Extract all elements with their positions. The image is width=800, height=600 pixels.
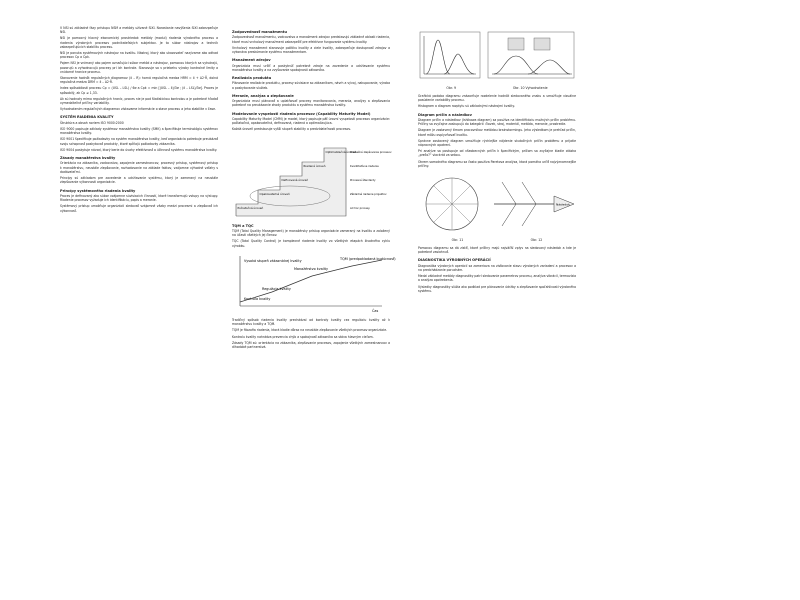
fish-head-label: Následok [556, 202, 570, 207]
paragraph: Systémový prístup umožňuje organizácii sledovať vzájomné väzby medzi procesmi a zlepšovať ich výkonnosť. [60, 204, 218, 213]
paragraph: TQM (Total Quality Management) je manažérsky prístup organizácie zameraný na kvalitu a založený na účasti všetkých jej členov. [232, 229, 390, 238]
chart-label-top-left: Vysoká stupeň zákazníckej kvality [244, 258, 302, 263]
paragraph: ISO 9000 popisuje základy systémov manažérstva kvality (SMK) a špecifikuje terminológiu systémov manažérstva kvality. [60, 127, 218, 136]
subheading: Manažment zdrojov [232, 58, 271, 63]
figure-caption: Obr. 9 [446, 86, 457, 90]
quality-evolution-chart [232, 252, 396, 314]
paragraph: Organizácia musí plánovať a uplatňovať procesy monitorovania, merania, analýzy a zlepšovania potrebné na preukázanie zhody produktu a systému manažérstva kvality. [232, 99, 390, 108]
maturity-side-label: Procesné štandardy [350, 178, 376, 182]
column-1 [60, 26, 218, 215]
section-heading: Diagram príčin a následkov [418, 112, 472, 117]
paragraph: Tradičný spôsob riadenia kvality prechádzal od kontroly kvality cez reguláciu kvality až k manažérstvu kvality a TQM. [232, 317, 390, 327]
figure-caption: Obr. 12 [530, 238, 543, 243]
maturity-level-label: Opakovateľná úroveň [259, 191, 290, 196]
section-heading: DIAGNOSTIKA VÝROBNÝCH OPERÁCIÍ [418, 258, 491, 263]
paragraph: Diagram príčin a následkov (Ishikawa diagram) sa používa na identifikáciu možných príčin problému. Príčiny sa zvyčajne zoskupujú do kategórií: človek, stroj, materiál, metóda, meranie, prostredie. [418, 118, 576, 127]
maturity-figure [232, 136, 390, 220]
subheading: Princípy systémového riadenia kvality [60, 188, 136, 193]
maturity-staircase [232, 136, 390, 220]
paragraph: Správne zostavený diagram umožňuje rýchlejšie nájdenie skutočných príčin problému a prijatie nápravných opatrení. [418, 138, 576, 148]
paragraph: Pomocou diagramu sa dá zistiť, ktoré príčiny majú najväčší vplyv na sledovaný následok a kde je potrebné zasiahnuť. [418, 246, 576, 255]
mid-figures [418, 172, 576, 242]
maturity-side-label: Kvantitatívne riadenie [350, 164, 379, 168]
chart-label-control: Kontrola kvality [244, 296, 271, 301]
subheading: TQM a TQC [232, 223, 254, 228]
figure-9 [420, 32, 480, 78]
figure-11-circle [426, 178, 478, 230]
quality-evolution-figure [232, 252, 396, 314]
paragraph: Pojem NSI je vnímaný ako pojem označujúci súbor metód a nástrojov, pomocou ktorých sa vytvárajú, pozorujú a vyhodnocujú procesy pri ich kontrole. Stanovuje sa v priebehu výroby kontrolné limity a vnútorné hranice procesu. [60, 61, 218, 74]
top-figures [418, 30, 576, 90]
maturity-side-label: Ad hoc procesy [350, 206, 370, 210]
maturity-level-label: Definovaná úroveň [281, 177, 309, 182]
paragraph: Princípy sú základom pre zavedenie a udržiavanie systému, ktorý je zameraný na neustále zlepšovanie výkonnosti organizácie. [60, 176, 218, 185]
subheading: Meranie, analýza a zlepšovanie [232, 93, 294, 98]
paragraph: Plánovanie realizácie produktu, procesy súvisiace so zákazníkom, návrh a vývoj, nakupovanie, výroba a poskytovanie služieb. [232, 81, 390, 90]
paragraph: Okrem samotného diagramu sa často používa Paretova analýza, ktorá pomáha určiť najvýznamnejšie príčiny. [418, 159, 576, 168]
paragraph: Kontrolu kvality nahrádza prevencia chýb a spokojnosť zákazníka sa stáva hlavným cieľom. [232, 334, 374, 339]
figure-12-fishbone [494, 182, 574, 226]
maturity-level-label: Riadená úroveň [303, 163, 326, 168]
subheading: Realizácia produktu [232, 76, 272, 81]
chart-label-regulation: Regulácia kvality [262, 286, 291, 291]
paragraph: Zásady TQM sú: orientácia na zákazníka, zlepšovanie procesov, zapojenie všetkých zamestnancov a dlhodobé partnerstvá. [232, 340, 390, 349]
figure-caption: Obr. 11 [451, 238, 464, 243]
paragraph: Diagram je zostavený tímom pracovníkov metódou brainstormingu. Jeho výsledkom je prehľad príčin, ktoré môžu ovplyvňovať kvalitu. [418, 128, 576, 137]
paragraph: Vyhodnotením regulačných diagramov získavame informácie o stave procesu a jeho stabilite v čase. [60, 107, 216, 112]
maturity-side-label: Základné riadenie projektov [350, 192, 387, 196]
paragraph: TQM je filozofia riadenia, ktorá kladie dôraz na neustále zlepšovanie všetkých procesov organizácie. [232, 328, 388, 333]
paragraph: Capability Maturity Model (CMM) je model, ktorý popisuje päť úrovní vyspelosti procesov organizácie: počiatočná, opakovateľná, definovaná, riadená a optimalizujúca. [232, 117, 390, 126]
paragraph: Organizácia musí určiť a poskytnúť potrebné zdroje na zavedenie a udržiavanie systému manažérstva kvality a na zvyšovanie spokojnosti zákazníka. [232, 63, 390, 72]
paragraph: Diagnostika výrobných operácií sa zameriava na zisťovanie stavu výrobných zariadení a procesov a na predchádzanie poruchám. [418, 263, 576, 273]
ishikawa-figures [418, 172, 576, 238]
chart-axis-label: Čas [372, 308, 379, 313]
column-2 [232, 26, 396, 351]
paragraph: Výsledky diagnostiky slúžia ako podklad pre plánovanie údržby a zlepšovanie spoľahlivosti výrobného systému. [418, 284, 576, 293]
subheading: Zásady manažérstva kvality [60, 156, 116, 161]
paragraph: Index spôsobilosti procesu Cp = (USL – LSL) / 6σ a Cpk = min [(USL – x̄)/3σ ; (x̄ – LSL)/3σ]. Proces je spôsobilý, ak Cp ≥ 1,33. [60, 86, 218, 95]
figure-10 [488, 32, 574, 78]
maturity-level-label: Optimalizačná úroveň [325, 149, 357, 154]
paragraph: Proces je definovaný ako súbor vzájomne súvisiacich činností, ktoré transformujú vstupy na výstupy. Riadenie procesov vyžaduje ich identifikáciu, popis a meranie. [60, 193, 218, 203]
maturity-side-label: Priebežné zlepšovanie procesov [350, 150, 392, 154]
paragraph: Každá úroveň predstavuje vyšší stupeň stability a predvídateľnosti procesov. [232, 127, 351, 132]
paragraph: Histogram a diagram rozptylu sú základnými nástrojmi kvality. [418, 104, 515, 109]
paragraph: Pri analýze sa postupuje od všeobecných príčin k špecifickým, pričom sa zvyčajne kladie otázka „prečo?“ viackrát za sebou. [418, 149, 576, 158]
section-heading: SYSTÉM RIADENIA KVALITY [60, 115, 114, 120]
paragraph: Vrcholový manažment stanovuje politiku kvality a ciele kvality, zabezpečuje dostupnosť zdrojov a vykonáva preskúmanie systému manažmentom. [232, 45, 390, 55]
paragraph: Ak sú hodnoty mimo regulačných hraníc, proces nie je pod štatistickou kontrolou a je potrebné hľadať vymedziteľné príčiny variability. [60, 96, 218, 106]
paragraph: TQC (Total Quality Control) je komplexné riadenie kvality vo všetkých etapách životného cyklu výrobku. [232, 239, 390, 248]
figure-caption: Obr. 10 Vyhodnotenie [512, 86, 548, 90]
column-3 [418, 26, 576, 295]
paragraph: NSI je pomocný hlavný ekonomický prostriedok metódy (modul) riadenia výrobného procesu a riadenia výrobných procesov podnikateľských subjektov. Je to súbor nástrojov a techník zabezpečujúcich stabilitu procesu. [60, 36, 218, 49]
subheading: Štruktúra a obsah noriem ISO 9000:2000 [60, 120, 124, 125]
paragraph: Stanovenie hodnôt regulačných diagramov (x̄ – R): horná regulačná medza HRM = x̄ + A2·R̄, dolná regulačná medza DRM = x̄ – A2·R̄. [60, 76, 218, 85]
section-heading: Zodpovednosť manažmentu [232, 30, 287, 34]
paragraph: Grafická podoba diagramu znázorňuje rozdelenie hodnôt sledovaného znaku a umožňuje vizuálne posúdenie variability procesu. [418, 94, 576, 103]
paragraph: Zodpovednosť manažmentu, vodcovstvo a manažment zdrojov predstavujú základné oblasti riadenia, ktoré musí vrcholový manažment zabezpečiť pre efektívne fungovanie systému kvality. [232, 35, 390, 44]
paragraph: ISO 9004 poskytuje návod, ktorý berie do úvahy efektívnosť a účinnosť systému manažérstva kvality. [60, 147, 218, 152]
subheading: Modelovanie vyspelosti riadenia procesov (Capability Maturity Model) [232, 111, 371, 116]
paragraph: ISO 9001 špecifikuje požiadavky na systém manažérstva kvality, keď organizácia potrebuje preukázať svoju schopnosť poskytovať produkty, ktoré spĺňajú požiadavky zákazníka. [60, 137, 218, 146]
distribution-figures [418, 30, 576, 86]
paragraph: Orientácia na zákazníka, vodcovstvo, zapojenie zamestnancov, procesný prístup, systémový prístup k manažérstvu, neustále zlepšovanie, rozhodovanie na základe faktov, vzájomne výhodné vzťahy s dodávateľmi. [60, 161, 218, 174]
mid-figure-captions [418, 238, 576, 242]
paragraph: Medzi základné metódy diagnostiky patrí sledovanie parametrov procesu, analýza vibrácií, termovízia a analýza opotrebenia. [418, 274, 576, 283]
paragraph: NSI je ponuka systémových nástrojov na kvalitu. Nástroj, ktorý ako ukazovateľ nazývame ako odhad procesov Cp a Cpk. [60, 51, 218, 60]
top-figure-captions [418, 86, 576, 90]
chart-label-right: TQM (predpokladaná budúcnosť) [340, 256, 396, 261]
chart-label-mid: Manažérstvo kvality [294, 266, 329, 271]
paragraph: V NSI sú základné fázy prístupu NSM a metódy užívané SIXI. Narastanie navýšenia SIXI zabezpečuje NSI. [60, 26, 218, 35]
maturity-level-label: Počiatočná úroveň [237, 205, 264, 210]
